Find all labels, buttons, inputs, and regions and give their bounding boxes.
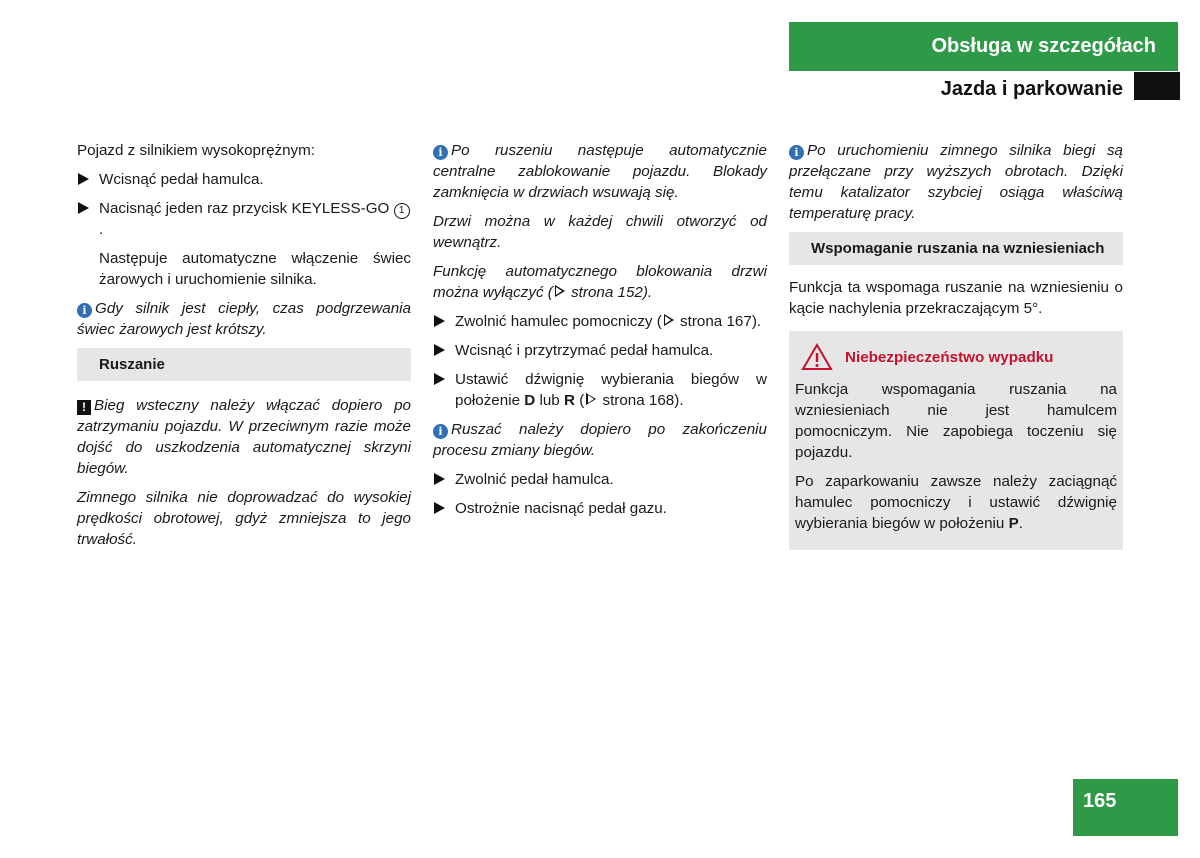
step-text: Wcisnąć i przytrzymać pedał hamulca.: [455, 342, 714, 359]
section-title-bar: [789, 22, 1178, 71]
step-arrow-icon: [434, 473, 445, 485]
step-item: [433, 369, 767, 411]
section-heading: Ruszanie: [77, 348, 411, 381]
body-text: Funkcja ta wspomaga ruszanie na wzniesieniu o kącie nachylenia przekraczającym 5°.: [789, 279, 1123, 317]
step-text: Wcisnąć pedał hamulca.: [99, 171, 264, 188]
note-punctuation: ).: [642, 284, 653, 301]
info-note-text: Po uruchomieniu zimnego silnika biegi są przełączane przy wyższych obrotach. Dzięki temu katalizator szybciej osiąga właściwą temperaturę pracy.: [789, 142, 1123, 222]
italic-note: Drzwi można w każdej chwili otworzyć od wewnątrz.: [433, 213, 767, 251]
section-marker: [1134, 72, 1180, 100]
page-number: 165: [1073, 779, 1178, 836]
danger-punctuation: .: [1018, 515, 1023, 532]
info-note-text: Ruszać należy dopiero po zakończeniu procesu zmiany biegów.: [433, 421, 767, 459]
danger-title: Niebezpieczeństwo wypadku: [845, 348, 1054, 366]
info-note: [433, 140, 767, 203]
step-arrow-icon: [78, 173, 89, 185]
step-punctuation: (: [579, 392, 585, 409]
step-item: [433, 498, 767, 519]
step-item: [433, 469, 767, 490]
step-punctuation: .: [99, 221, 104, 238]
danger-box: [789, 331, 1123, 550]
page-reference-icon: [664, 314, 674, 326]
page-reference[interactable]: strona 168: [602, 392, 675, 409]
info-note: [433, 419, 767, 461]
warning-exclamation-icon: !: [77, 400, 91, 415]
step-item: [77, 169, 411, 190]
page-reference-icon: [555, 285, 565, 297]
column-1: [77, 140, 411, 558]
step-text: Zwolnić hamulec pomocniczy (: [455, 313, 662, 330]
step-arrow-icon: [434, 344, 445, 356]
page-reference[interactable]: strona 167: [680, 313, 752, 330]
danger-text-body: Po zaparkowaniu zawsze należy zaciągnąć hamulec pomocniczy i ustawić dźwignię wybierania biegów w położeniu: [795, 473, 1117, 532]
step-item: [77, 198, 411, 240]
danger-text: Funkcja wspomagania ruszania na wzniesieniach nie jest hamulcem pomocniczym. Nie zapobiega toczeniu się pojazdu.: [795, 381, 1117, 461]
warning-note: [77, 395, 411, 479]
note-text: Funkcję automatycznego blokowania drzwi można wyłączyć (: [433, 263, 767, 301]
step-text: Zwolnić pedał hamulca.: [455, 471, 614, 488]
column-2: [433, 140, 767, 527]
step-punctuation: ).: [674, 392, 684, 409]
info-note: [77, 298, 411, 340]
page-reference[interactable]: strona 152: [571, 284, 643, 301]
step-punctuation: ).: [751, 313, 762, 330]
danger-text: [795, 471, 1117, 534]
info-note-text: Gdy silnik jest ciepły, czas podgrzewania świec żarowych jest krótszy.: [77, 300, 411, 338]
column-3: [789, 140, 1123, 550]
step-text: Nacisnąć jeden raz przycisk KEYLESS-GO: [99, 200, 390, 217]
italic-note: Zimnego silnika nie doprowadzać do wysokiej prędkości obrotowej, gdyż zmniejsza to jego trwałość.: [77, 489, 411, 548]
gear-position-p: P: [1008, 515, 1019, 532]
circled-number-marker: 1: [394, 203, 410, 219]
step-arrow-icon: [434, 315, 445, 327]
step-arrow-icon: [434, 373, 445, 385]
step-result: Następuje automatyczne włączenie świec żarowych i uruchomienie silnika.: [99, 250, 411, 288]
warning-note-text: Bieg wsteczny należy włączać dopiero po zatrzymaniu pojazdu. W przeciwnym razie może dojść do uszkodzenia automatycznej skrzyni biegów.: [77, 397, 411, 477]
step-arrow-icon: [434, 502, 445, 514]
step-text: Ustawić dźwignię wybierania biegów w położenie: [455, 371, 767, 409]
intro-text: Pojazd z silnikiem wysokoprężnym:: [77, 142, 316, 159]
subsection-title: Jazda i parkowanie: [940, 78, 1123, 100]
step-item: [433, 311, 767, 332]
step-text: lub: [539, 392, 560, 409]
info-icon: i: [77, 303, 92, 318]
danger-triangle-icon: [801, 343, 833, 371]
section-title: Obsługa w szczegółach: [931, 35, 1156, 57]
info-icon: i: [789, 145, 804, 160]
info-note-text: Po ruszeniu następuje automatycznie centralne zablokowanie pojazdu. Blokady zamknięcia w drzwiach wsuwają się.: [433, 142, 767, 201]
info-note: [789, 140, 1123, 224]
italic-note: [433, 261, 767, 303]
section-heading: Wspomaganie ruszania na wzniesieniach: [789, 232, 1123, 265]
step-item: [433, 340, 767, 361]
info-icon: i: [433, 145, 448, 160]
info-icon: i: [433, 424, 448, 439]
danger-header: [795, 343, 1117, 371]
step-arrow-icon: [78, 202, 89, 214]
gear-position-r: R: [563, 392, 575, 409]
step-text: Ostrożnie nacisnąć pedał gazu.: [455, 500, 667, 517]
gear-position-d: D: [524, 392, 536, 409]
page-reference-icon: [586, 393, 596, 405]
